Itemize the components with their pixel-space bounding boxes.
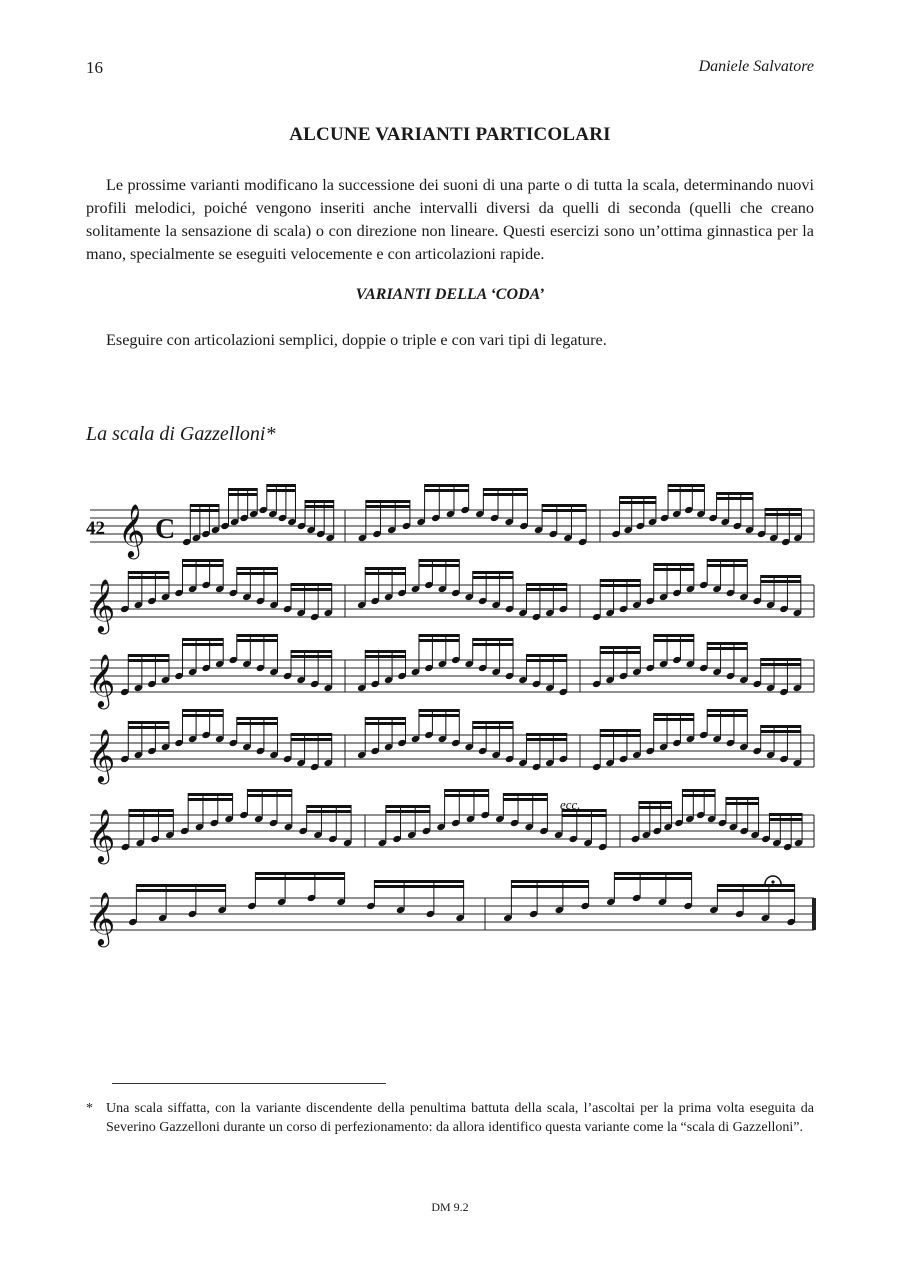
note-beam — [769, 818, 802, 821]
note-beam — [291, 650, 332, 653]
note-beam — [291, 733, 332, 736]
note-beam — [386, 805, 430, 808]
note-beam — [511, 880, 588, 883]
note-beam — [526, 588, 566, 591]
note-beam — [526, 659, 566, 662]
note-beam — [291, 588, 332, 591]
note-beam — [726, 802, 759, 805]
treble-clef-icon: 𝄞 — [118, 505, 146, 556]
note-beam — [237, 722, 278, 725]
note-beam — [600, 729, 640, 732]
note-beam — [365, 567, 405, 570]
note-beam — [365, 655, 405, 658]
note-beam — [291, 738, 332, 741]
note-beam — [717, 884, 794, 887]
note-beam — [620, 501, 656, 504]
note-beam — [682, 789, 715, 792]
note-beam — [136, 884, 225, 887]
note-beam — [419, 639, 459, 642]
staff-system — [88, 559, 814, 634]
note-beam — [366, 500, 410, 503]
note-beam — [682, 794, 715, 797]
note-beam — [526, 733, 566, 736]
note-beam — [765, 508, 801, 511]
note-beam — [307, 805, 351, 808]
note-beam — [183, 714, 224, 717]
note-beam — [639, 806, 672, 809]
note-beam — [255, 872, 344, 875]
ecc-annotation: ecc. — [560, 797, 581, 812]
note-beam — [419, 634, 459, 637]
note-beam — [654, 563, 694, 566]
note-beam — [542, 504, 586, 507]
note-beam — [445, 789, 489, 792]
catalog-code: DM 9.2 — [431, 1200, 469, 1214]
note-beam — [129, 809, 173, 812]
note-beam — [761, 730, 801, 733]
note-beam — [473, 576, 513, 579]
staff-system — [88, 634, 814, 709]
note-beam — [183, 643, 224, 646]
note-beam — [419, 714, 459, 717]
note-beam — [707, 642, 747, 645]
note-beam — [445, 794, 489, 797]
note-beam — [305, 500, 334, 503]
staff-system — [88, 709, 814, 784]
note-beam — [765, 513, 801, 516]
note-beam — [717, 497, 753, 500]
subsection-title: VARIANTI DELLA ‘CODA’ — [355, 286, 545, 303]
note-beam — [503, 793, 547, 796]
note-beam — [365, 717, 405, 720]
intro-paragraph: Le prossime varianti modificano la successione dei suoni di una parte o di tutta la scala, determinando nuovi profili melodici, poiché vengono inseriti anche intervalli diversi da quelli di seconda (quelli che creano solitamente la sensazione di scala) o con direzione non lineare. Questi esercizi sono un’ottima ginnastica per la mano, specialmente se eseguiti velocemente e con articolazioni rapide. — [86, 176, 814, 263]
treble-clef-icon: 𝄞 — [88, 893, 116, 944]
note-beam — [291, 655, 332, 658]
note-beam — [562, 814, 606, 817]
note-beam — [267, 484, 296, 487]
note-beam — [128, 721, 169, 724]
note-beam — [600, 651, 640, 654]
staff-system — [90, 484, 814, 559]
note-beam — [237, 572, 278, 575]
note-beam — [237, 634, 278, 637]
note-beam — [183, 709, 224, 712]
note-beam — [511, 885, 588, 888]
page-number: 16 — [86, 58, 103, 77]
time-signature: C — [155, 514, 176, 545]
note-beam — [614, 877, 691, 880]
section-title: ALCUNE VARIANTI PARTICOLARI — [289, 124, 611, 145]
note-beam — [483, 493, 527, 496]
note-beam — [419, 564, 459, 567]
note-beam — [707, 564, 747, 567]
note-beam — [188, 798, 232, 801]
note-beam — [614, 872, 691, 875]
note-beam — [717, 492, 753, 495]
note-beam — [707, 647, 747, 650]
note-beam — [620, 496, 656, 499]
note-beam — [307, 810, 351, 813]
note-beam — [526, 583, 566, 586]
note-beam — [761, 580, 801, 583]
treble-clef-icon: 𝄞 — [88, 810, 116, 861]
note-beam — [129, 814, 173, 817]
note-beam — [473, 638, 513, 641]
note-beam — [247, 789, 291, 792]
note-beam — [526, 654, 566, 657]
note-beam — [374, 880, 463, 883]
note-beam — [247, 794, 291, 797]
note-beam — [128, 571, 169, 574]
note-beam — [717, 889, 794, 892]
note-beam — [237, 717, 278, 720]
note-beam — [365, 572, 405, 575]
note-beam — [761, 575, 801, 578]
note-beam — [473, 721, 513, 724]
note-beam — [425, 484, 469, 487]
note-beam — [483, 488, 527, 491]
music-score — [0, 480, 900, 1040]
note-beam — [183, 559, 224, 562]
note-beam — [255, 877, 344, 880]
note-beam — [761, 658, 801, 661]
treble-clef-icon: 𝄞 — [88, 730, 116, 781]
running-head-author: Daniele Salvatore — [698, 58, 814, 75]
note-beam — [267, 489, 296, 492]
note-beam — [229, 488, 258, 491]
note-beam — [707, 714, 747, 717]
note-beam — [542, 509, 586, 512]
note-beam — [128, 659, 169, 662]
note-beam — [600, 734, 640, 737]
note-beam — [188, 793, 232, 796]
note-beam — [229, 493, 258, 496]
note-beam — [654, 634, 694, 637]
note-beam — [761, 725, 801, 728]
treble-clef-icon: 𝄞 — [88, 655, 116, 706]
note-beam — [654, 639, 694, 642]
exercise-title: La scala di Gazzelloni* — [86, 423, 276, 445]
note-beam — [365, 722, 405, 725]
note-beam — [639, 801, 672, 804]
note-beam — [600, 646, 640, 649]
note-beam — [526, 738, 566, 741]
note-beam — [769, 813, 802, 816]
treble-clef-icon: 𝄞 — [88, 580, 116, 631]
note-beam — [707, 709, 747, 712]
fermata-dot — [771, 880, 774, 883]
note-beam — [668, 484, 704, 487]
note-beam — [654, 568, 694, 571]
note-beam — [654, 713, 694, 716]
note-beam — [654, 718, 694, 721]
note-beam — [366, 505, 410, 508]
note-beam — [726, 797, 759, 800]
footnote — [86, 1100, 814, 1137]
note-beam — [237, 639, 278, 642]
note-beam — [128, 576, 169, 579]
note-beam — [425, 489, 469, 492]
note-beam — [473, 643, 513, 646]
note-beam — [419, 709, 459, 712]
staff-system — [88, 789, 814, 864]
note-beam — [473, 726, 513, 729]
note-beam — [128, 654, 169, 657]
footnote-text: Una scala siffatta, con la variante discendente della penultima battuta della scala, l’ascoltai per la prima volta eseguita da Severino Gazzelloni durante un corso di perfezionamento: da allora identifico questa variante come la “scala di Gazzelloni”. — [106, 1101, 814, 1135]
note-beam — [419, 559, 459, 562]
note-beam — [374, 885, 463, 888]
instruction-text: Eseguire con articolazioni semplici, doppie o triple e con vari tipi di legature. — [106, 331, 607, 349]
staff-system — [88, 872, 814, 947]
note-beam — [473, 571, 513, 574]
exercise-number: 42 — [86, 518, 105, 539]
note-beam — [668, 489, 704, 492]
note-beam — [600, 584, 640, 587]
note-beam — [761, 663, 801, 666]
footnote-rule — [112, 1083, 386, 1084]
note-beam — [183, 564, 224, 567]
footnote-mark: * — [86, 1101, 93, 1116]
note-beam — [128, 726, 169, 729]
note-beam — [291, 583, 332, 586]
note-beam — [365, 650, 405, 653]
note-beam — [305, 505, 334, 508]
note-beam — [190, 509, 219, 512]
note-beam — [237, 567, 278, 570]
note-beam — [707, 559, 747, 562]
note-beam — [600, 579, 640, 582]
note-beam — [190, 504, 219, 507]
note-beam — [136, 889, 225, 892]
note-beam — [386, 810, 430, 813]
note-beam — [503, 798, 547, 801]
note-beam — [183, 638, 224, 641]
